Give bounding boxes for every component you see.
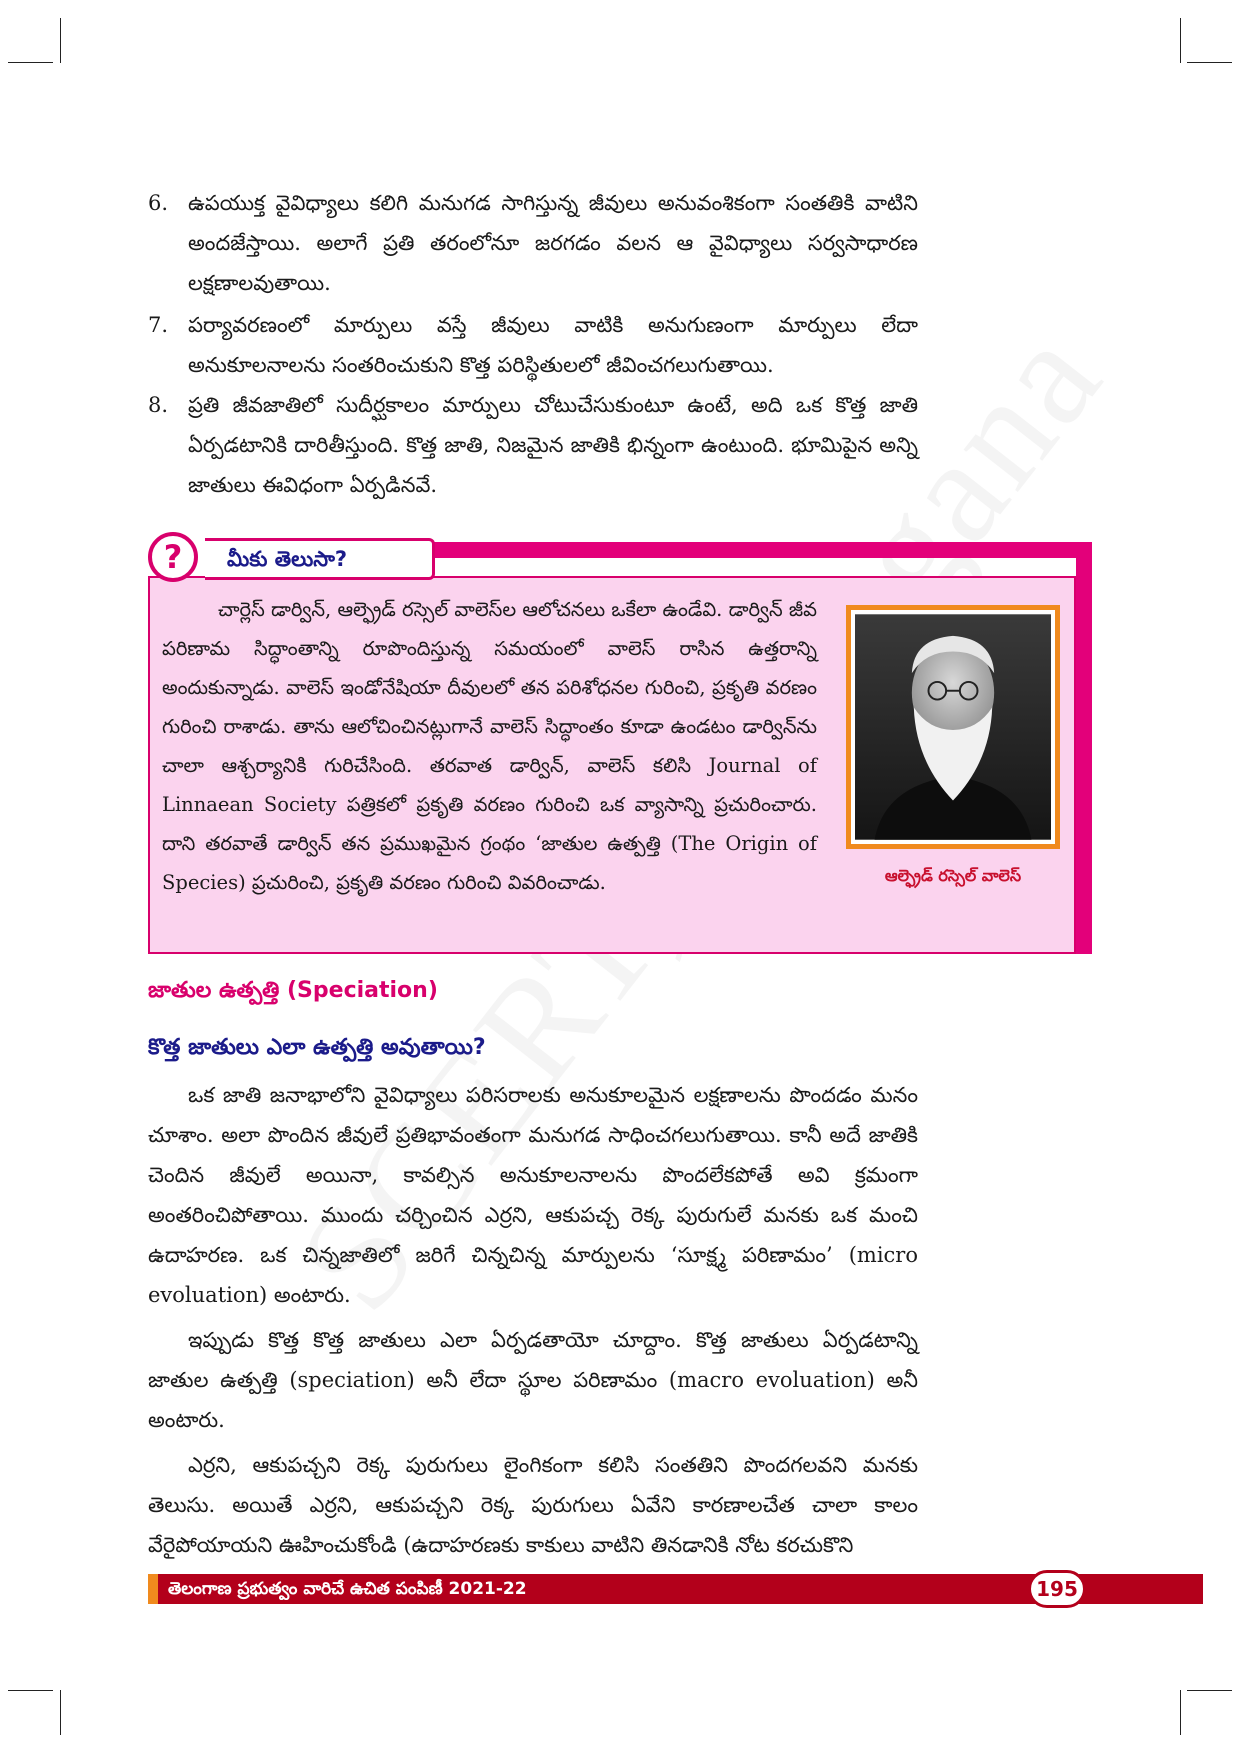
portrait-image [855, 614, 1051, 840]
page-number: 195 [1028, 1570, 1086, 1608]
crop-mark [8, 1690, 53, 1691]
crop-mark [60, 1690, 61, 1735]
list-item [148, 183, 918, 303]
paragraph: ఒక జాతి జనాభాలోని వైవిధ్యాలు పరిసరాలకు అనుకూలమైన లక్షణాలను పొందడం మనం చూశాం. అలా పొందిన జీవులే ప్రతిభావంతంగా మనుగడ సాధించగలుగుతాయి. కానీ అదే జాతికి చెందిన జీవులే అయినా, కావల్సిన అనుకూలనాలను పొందలేకపోతే అవి క్రమంగా అంతరించిపోతాయి. ముందు చర్చించిన ఎర్రని, ఆకుపచ్చ రెక్క పురుగులే మనకు ఒక మంచి ఉదాహరణ. ఒక చిన్నజాతిలో జరిగే చిన్నచిన్న మార్పులను ‘సూక్ష్మ పరిణామం’ (micro evoluation) అంటారు. [148, 1083, 918, 1307]
info-box-text: చార్లెస్ డార్విన్, ఆల్ఫ్రెడ్ రస్సెల్ వాలెస్‌ల ఆలోచనలు ఒకేలా ఉండేవి. డార్విన్ జీవ పరిణామ సిద్ధాంతాన్ని రూపొందిస్తున్న సమయంలో వాలెస్ రాసిన ఉత్తరాన్ని అందుకున్నాడు. వాలెస్ ఇండోనేషియా దీవులలో తన పరిశోధనల గురించి, ప్రకృతి వరణం గురించి రాశాడు. తాను ఆలోచించినట్లుగానే వాలెస్ సిద్ధాంతం కూడా ఉండటం డార్విన్‌ను చాలా ఆశ్చర్యానికి గురిచేసింది. తరవాత డార్విన్, వాలెస్ కలిసి Journal of Linnaean Society పత్రికలో ప్రకృతి వరణం గురించి ఒక వ్యాసాన్ని ప్రచురించారు. దాని తరవాతే డార్విన్ తన ప్రముఖమైన గ్రంథం ‘జాతుల ఉత్పత్తి (The Origin of Species) ప్రచురించి, ప్రకృతి వరణం గురించి వివరించాడు. [162, 598, 817, 894]
crop-mark [60, 18, 61, 63]
crop-mark [1187, 62, 1232, 63]
crop-mark [1180, 1690, 1181, 1735]
paragraph: ఇప్పుడు కొత్త కొత్త జాతులు ఎలా ఏర్పడతాయో చూద్దాం. కొత్త జాతులు ఏర్పడటాన్ని జాతుల ఉత్పత్తి (speciation) అనీ లేదా స్థూల పరిణామం (macro evoluation) అనీ అంటారు. [148, 1328, 918, 1432]
crop-mark [1180, 18, 1181, 63]
list-item-text: ఉపయుక్త వైవిధ్యాలు కలిగి మనుగడ సాగిస్తున్న జీవులు అనువంశికంగా సంతతికి వాటిని అందజేస్తాయి. అలాగే ప్రతి తరంలోనూ జరగడం వలన ఆ వైవిధ్యాలు సర్వసాధారణ లక్షణాలవుతాయి. [188, 191, 918, 295]
photo-caption: ఆల్ఫ్రెడ్ రస్సెల్ వాలెస్ [884, 866, 1022, 885]
list-item-text: ప్రతి జీవజాతిలో సుదీర్ఘకాలం మార్పులు చోటుచేసుకుంటూ ఉంటే, అది ఒక కొత్త జాతి ఏర్పడటానికి దారితీస్తుంది. కొత్త జాతి, నిజమైన జాతికి భిన్నంగా ఉంటుంది. భూమిపైన అన్ని జాతులు ఈవిధంగా ఏర్పడినవే. [188, 393, 918, 497]
info-box-title: మీకు తెలుసా? [227, 547, 348, 571]
paragraph: ఎర్రని, ఆకుపచ్చని రెక్క పురుగులు లైంగికంగా కలిసి సంతతిని పొందగలవని మనకు తెలుసు. అయితే ఎర్రని, ఆకుపచ్చని రెక్క పురుగులు ఏవేని కారణాలచేత చాలా కాలం వేరైపోయాయని ఊహించుకోండి (ఉదాహరణకు కాకులు వాటిని తినడానికి నోట కరచుకొని [148, 1453, 918, 1557]
footer-text: తెలంగాణ ప్రభుత్వం వారిచే ఉచిత పంపిణీ 2021-22 [168, 1579, 527, 1599]
info-box-title-tab [205, 538, 435, 580]
crop-mark [8, 62, 53, 63]
footer-accent [148, 1574, 158, 1604]
list-item-text: పర్యావరణంలో మార్పులు వస్తే జీవులు వాటికి అనుగుణంగా మార్పులు లేదా అనుకూలనాలను సంతరించుకుని కొత్త పరిస్థితులలో జీవించగలుగుతాయి. [188, 313, 918, 377]
list-item-number: 8. [148, 393, 169, 417]
portrait-photo [846, 605, 1060, 849]
info-box-side-bar [1076, 542, 1092, 954]
crop-mark [1187, 1690, 1232, 1691]
section-heading: జాతుల ఉత్పత్తి (Speciation) [148, 978, 438, 1003]
sub-heading: కొత్త జాతులు ఎలా ఉత్పత్తి అవుతాయి? [148, 1035, 486, 1060]
list-item [148, 305, 918, 385]
info-box-top-bar [430, 542, 1092, 558]
list-item [148, 385, 918, 505]
list-item-number: 6. [148, 191, 169, 215]
question-icon: ? [148, 532, 198, 582]
list-item-number: 7. [148, 313, 169, 337]
